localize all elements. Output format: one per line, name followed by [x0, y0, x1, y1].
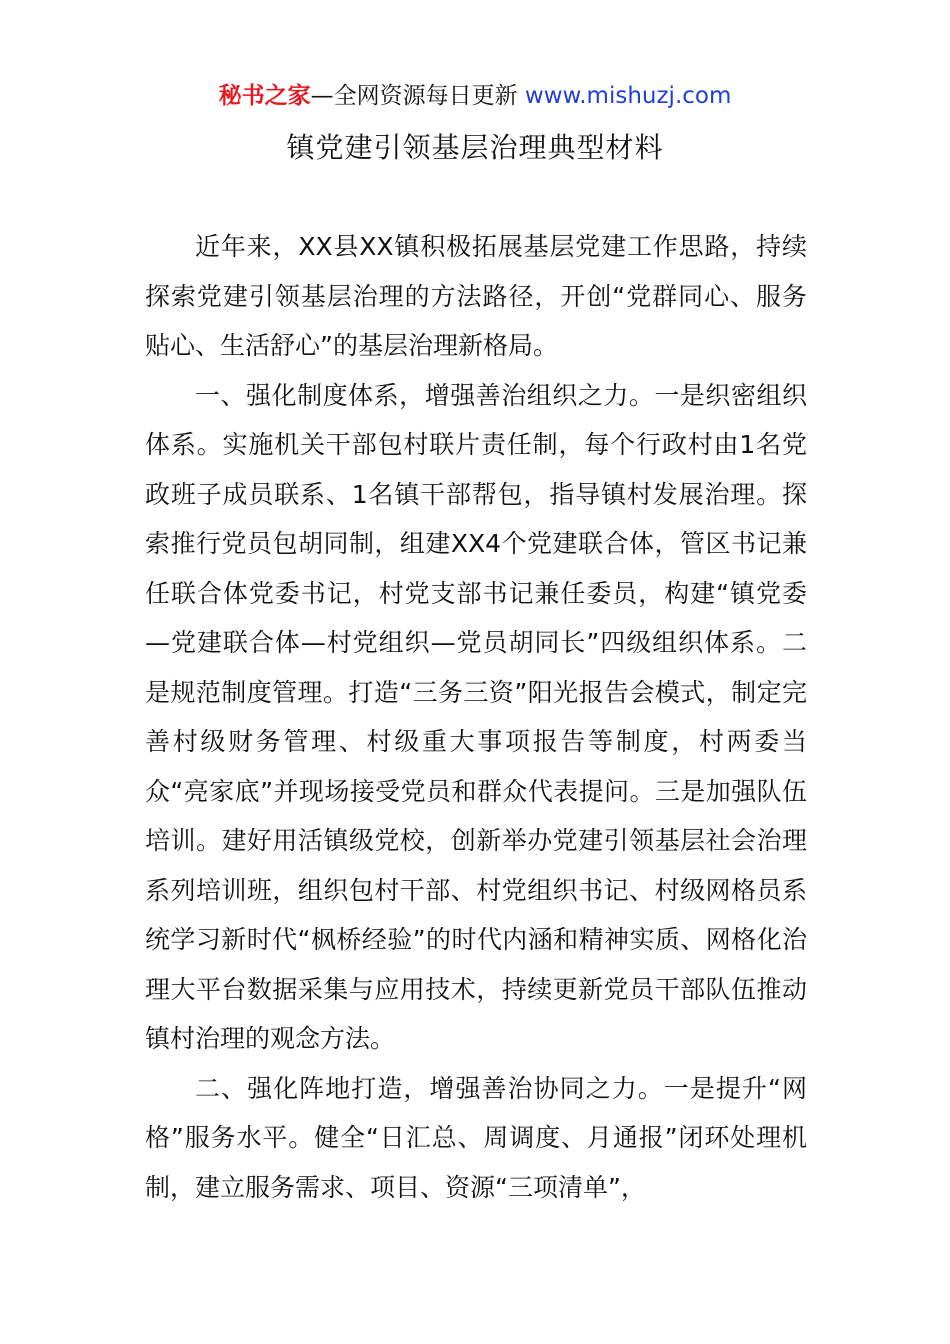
paragraph-section-2: 二、强化阵地打造，增强善治协同之力。一是提升“网格”服务水平。健全“日汇总、周调度、月通报”闭环处理机制，建立服务需求、项目、资源“三项清单”， [145, 1073, 807, 1202]
paragraph-section-1: 一、强化制度体系，增强善治组织之力。一是织密组织体系。实施机关干部包村联片责任制，每个行政村由1名党政班子成员联系、1名镇干部帮包，指导镇村发展治理。探索推行党员包胡同制，组建XX4个党建联合体，管区书记兼任联合体党委书记，村党支部书记兼任委员，构建“镇党委—党建联合体—村党组织—党员胡同长”四级组织体系。二是规范制度管理。打造“三务三资”阳光报告会模式，制定完善村级财务管理、村级重大事项报告等制度，村两委当众“亮家底”并现场接受党员和群众代表提问。三是加强队伍培训。建好用活镇级党校，创新举办党建引领基层社会治理系列培训班，组织包村干部、村党组织书记、村级网格员系统学习新时代“枫桥经验”的时代内涵和精神实质、网格化治理大平台数据采集与应用技术，持续更新党员干部队伍推动镇村治理的观念方法。 [145, 380, 807, 1053]
header-tagline: —全网资源每日更新 [310, 83, 518, 109]
paragraph-intro: 近年来，XX县XX镇积极拓展基层党建工作思路，持续探索党建引领基层治理的方法路径，开创“党群同心、服务贴心、生活舒心”的基层治理新格局。 [145, 232, 807, 360]
brand-name: 秘书之家 [218, 83, 311, 109]
document-body [145, 222, 807, 1212]
document-title: 镇党建引领基层治理典型材料 [286, 131, 664, 164]
site-url-link[interactable]: www.mishuzj.com [524, 83, 732, 109]
site-header [0, 80, 950, 112]
